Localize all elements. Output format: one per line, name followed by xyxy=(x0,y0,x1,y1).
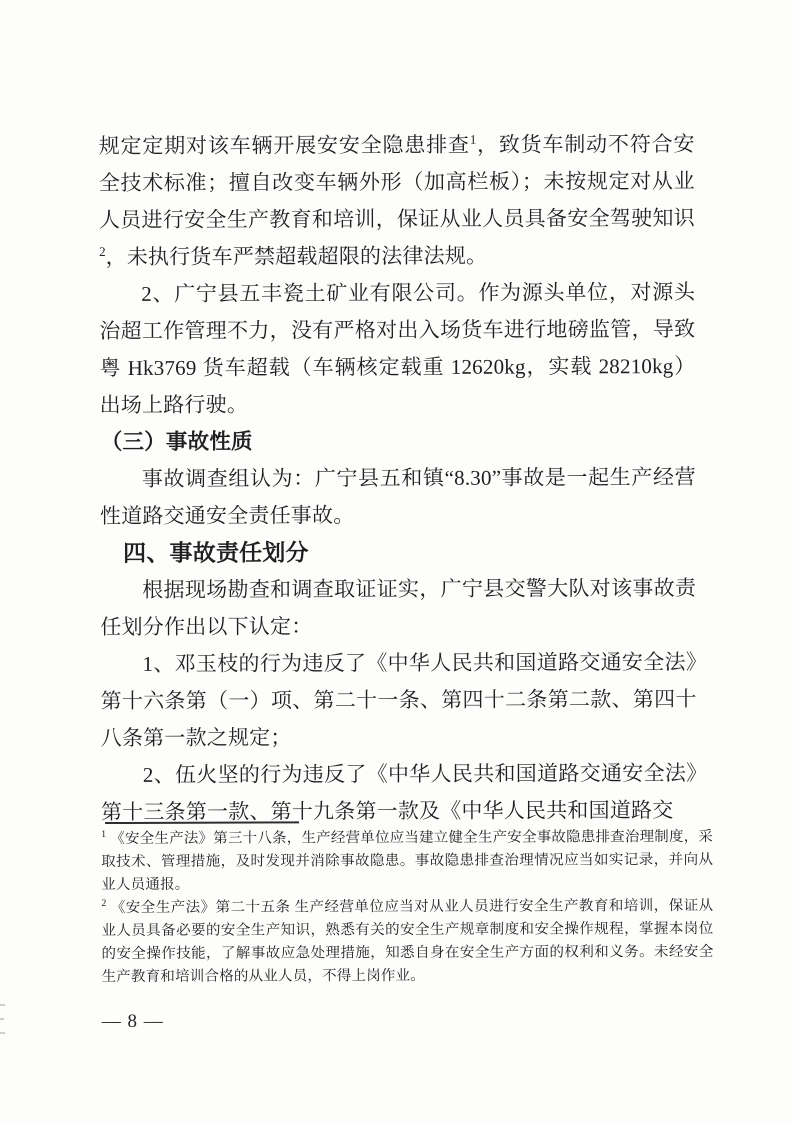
heading-accident-nature: （三）事故性质 xyxy=(100,429,253,455)
paragraph-mining-company: 2、广宁县五丰瓷土矿业有限公司。作为源头单位，对源头治超工作管理不力，没有严格对出入场货车进行地磅监管，导致粤 Hk3769 货车超载（车辆核定载重 12620kg，实载 28210kg）出场上路行驶。 xyxy=(99,279,696,418)
paragraph-finding-2: 2、伍火坚的行为违反了《中华人民共和国道路交通安全法》第十三条第一款、第十九条第一款及《中华人民共和国道路交 xyxy=(100,760,697,825)
paragraph-text: ，未执行货车严禁超载超限的法律法规。 xyxy=(105,243,488,270)
footnote-2-text: 《安全生产法》第二十五条 生产经营单位应当对从业人员进行安全生产教育和培训，保证从业人员具备必要的安全生产知识，熟悉有关的安全生产规章制度和安全操作规程，掌握本岗位的安全操作技能，了解事故应急处理措施，知悉自身在安全生产方面的权利和义务。未经安全生产教育和培训合格的从业人员，不得上岗作业。 xyxy=(101,897,714,986)
scan-artifact xyxy=(0,1004,5,1006)
footnote-1 xyxy=(101,826,713,897)
paragraph-driver-violations xyxy=(99,126,696,276)
paragraph-nature-finding: 事故调查组认为：广宁县五和镇“8.30”事故是一起生产经营性道路交通安全责任事故。 xyxy=(99,464,696,529)
footnote-1-text: 《安全生产法》第三十八条，生产经营单位应当建立健全生产安全事故隐患排查治理制度，采取技术、管理措施，及时发现并消除事故隐患。事故隐患排查治理情况应当如实记录，并向从业人员通报。 xyxy=(101,828,714,894)
footnote-ref-1: 1 xyxy=(469,131,477,147)
paragraph-text: ，致货车制动不符合安全技术标准；擅自改变车辆外形（加高栏板）；未按规定对从业人员进行安全生产教育和培训，保证从业人员具备安全驾驶知识 xyxy=(98,131,695,233)
footnote-1-marker: 1 xyxy=(101,829,107,841)
paragraph-finding-1: 1、邓玉枝的行为违反了《中华人民共和国道路交通安全法》第十六条第（一）项、第二十一条、第四十二条第二款、第四十八条第一款之规定； xyxy=(100,649,697,751)
scan-artifact xyxy=(0,1032,5,1034)
footnotes xyxy=(101,826,714,989)
body-text xyxy=(99,126,697,831)
footnote-2-marker: 2 xyxy=(101,898,107,910)
scan-artifact xyxy=(0,1018,4,1020)
heading-responsibility-division: 四、事故责任划分 xyxy=(123,539,309,566)
footnote-2 xyxy=(101,895,713,989)
paragraph-responsibility-intro: 根据现场勘查和调查取证证实，广宁县交警大队对该事故责任划分作出以下认定： xyxy=(100,575,697,640)
paragraph-text: 规定定期对该车辆开展安安全隐患排查 xyxy=(98,132,470,159)
page-number: — 8 — xyxy=(101,1010,164,1033)
footnote-ref-2: 2 xyxy=(99,244,106,260)
